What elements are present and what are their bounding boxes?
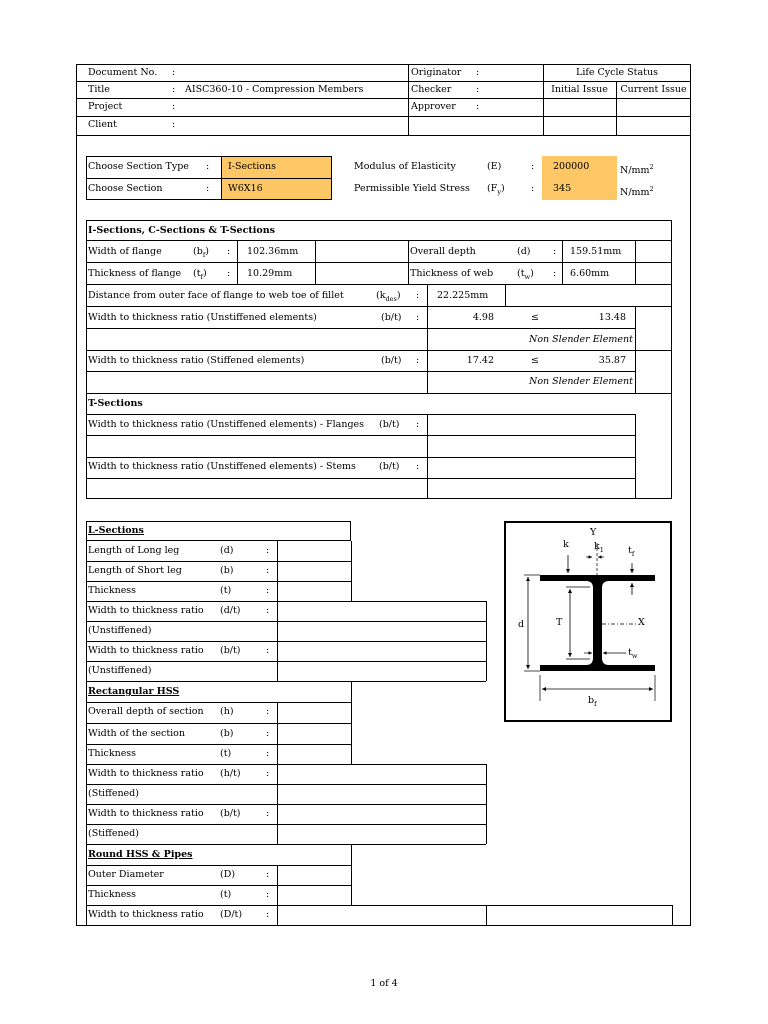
diagram-label-bf: $b_f$: [588, 695, 597, 708]
project-label: Project: [88, 101, 123, 112]
t-stems-label: Width to thickness ratio (Unstiffened elements) - Stems: [88, 461, 356, 472]
i-sections-heading: I-Sections, C-Sections & T-Sections: [88, 225, 275, 236]
colon: :: [266, 645, 270, 656]
short-leg-label: Length of Short leg: [88, 565, 182, 576]
colon: :: [172, 119, 176, 130]
colon: :: [172, 67, 176, 78]
colon: :: [266, 605, 270, 616]
colon: :: [206, 161, 210, 172]
initial-issue-label: Initial Issue: [551, 84, 608, 95]
hss-thickness-symbol: (t): [220, 748, 232, 759]
yield-label: Permissible Yield Stress: [354, 183, 470, 194]
ratio-stiffened-operator: ≤: [531, 355, 539, 366]
i-section-diagram: [504, 521, 672, 722]
overall-depth-label: Overall depth: [410, 246, 476, 257]
l-thickness-label: Thickness: [88, 585, 137, 596]
colon: :: [416, 461, 420, 472]
round-thickness-label: Thickness: [88, 889, 137, 900]
width-flange-symbol: $(b_f)$: [193, 246, 209, 259]
page-number: 1 of 4: [370, 978, 398, 989]
t-stems-symbol: (b/t): [379, 461, 400, 472]
document-no-label: Document No.: [88, 67, 158, 78]
diagram-label-k: k: [563, 539, 569, 550]
ratio-stiffened-limit: 35.87: [598, 355, 626, 366]
ratio-stiffened-value: 17.42: [466, 355, 494, 366]
checker-label: Checker: [411, 84, 452, 95]
title-label: Title: [88, 84, 110, 95]
diagram-label-k1: $k_1$: [594, 541, 604, 554]
diagram-label-d: d: [518, 619, 525, 630]
hss-width-symbol: (b): [220, 728, 234, 739]
long-leg-symbol: (d): [220, 545, 234, 556]
lifecycle-status-label: Life Cycle Status: [576, 67, 658, 78]
overall-depth-value: 159.51mm: [570, 246, 622, 257]
l-ratio-dt-note: (Unstiffened): [88, 625, 152, 636]
colon: :: [266, 748, 270, 759]
ratio-stiffened-result: Non Slender Element: [529, 376, 633, 387]
colon: :: [206, 183, 210, 194]
diagram-label-T: T: [556, 617, 563, 628]
rect-hss-heading: Rectangular HSS: [88, 686, 180, 697]
kdes-value: 22.225mm: [437, 290, 489, 301]
originator-label: Originator: [411, 67, 462, 78]
colon: :: [266, 909, 270, 920]
width-flange-label: Width of flange: [88, 246, 162, 257]
ratio-unstiffened-limit: 13.48: [598, 312, 626, 323]
colon: :: [172, 84, 176, 95]
round-ratio-label: Width to thickness ratio: [88, 909, 204, 920]
colon: :: [266, 565, 270, 576]
colon: :: [553, 246, 557, 257]
l-sections-heading: L-Sections: [88, 525, 144, 536]
client-label: Client: [88, 119, 117, 130]
thick-web-value: 6.60mm: [570, 268, 610, 279]
l-ratio-dt-label: Width to thickness ratio: [88, 605, 204, 616]
kdes-label: Distance from outer face of flange to web toe of fillet: [88, 290, 344, 301]
title-value: AISC360-10 - Compression Members: [185, 84, 364, 95]
thick-web-label: Thickness of web: [410, 268, 494, 279]
colon: :: [416, 419, 420, 430]
colon: :: [227, 246, 231, 257]
colon: :: [476, 84, 480, 95]
colon: :: [266, 889, 270, 900]
long-leg-label: Length of Long leg: [88, 545, 180, 556]
ratio-unstiffened-symbol: (b/t): [381, 312, 402, 323]
hss-depth-symbol: (h): [220, 706, 234, 717]
colon: :: [266, 545, 270, 556]
l-ratio-bt-symbol: (b/t): [220, 645, 241, 656]
ratio-unstiffened-value: 4.98: [472, 312, 494, 323]
t-flanges-label: Width to thickness ratio (Unstiffened elements) - Flanges: [88, 419, 365, 430]
hss-ratio-bt-symbol: (b/t): [220, 808, 241, 819]
thick-flange-label: Thickness of flange: [88, 268, 182, 279]
diagram-label-tw: $t_w$: [628, 647, 638, 660]
l-ratio-dt-symbol: (d/t): [220, 605, 241, 616]
ratio-unstiffened-result: Non Slender Element: [529, 334, 633, 345]
diagram-label-y: Y: [590, 527, 597, 538]
colon: :: [476, 101, 480, 112]
colon: :: [266, 808, 270, 819]
round-hss-heading: Round HSS & Pipes: [88, 849, 193, 860]
t-flanges-symbol: (b/t): [379, 419, 400, 430]
thick-web-symbol: $(t_w)$: [517, 268, 534, 281]
thick-flange-symbol: $(t_f)$: [193, 268, 207, 281]
section-label: Choose Section: [88, 183, 163, 194]
colon: :: [416, 355, 420, 366]
colon: :: [266, 585, 270, 596]
round-thickness-symbol: (t): [220, 889, 232, 900]
colon: :: [227, 268, 231, 279]
short-leg-symbol: (b): [220, 565, 234, 576]
yield-symbol: $(F_y)$: [487, 183, 505, 196]
diagram-label-x: X: [638, 617, 645, 628]
colon: :: [476, 67, 480, 78]
colon: :: [266, 869, 270, 880]
approver-label: Approver: [411, 101, 456, 112]
colon: :: [416, 290, 420, 301]
hss-width-label: Width of the section: [88, 728, 186, 739]
section-type-label: Choose Section Type: [88, 161, 189, 172]
overall-depth-symbol: (d): [517, 246, 531, 257]
l-ratio-bt-label: Width to thickness ratio: [88, 645, 204, 656]
section-type-value: I-Sections: [228, 161, 276, 172]
diagram-label-tf: $t_f$: [628, 545, 635, 558]
ratio-stiffened-symbol: (b/t): [381, 355, 402, 366]
yield-unit: $N/mm^2$: [620, 185, 654, 199]
ratio-unstiffened-operator: ≤: [531, 312, 539, 323]
colon: :: [172, 101, 176, 112]
hss-ratio-ht-symbol: (h/t): [220, 768, 241, 779]
hss-depth-label: Overall depth of section: [88, 706, 204, 717]
l-ratio-bt-note: (Unstiffened): [88, 665, 152, 676]
width-flange-value: 102.36mm: [247, 246, 299, 257]
modulus-value: 200000: [553, 161, 590, 172]
ratio-stiffened-label: Width to thickness ratio (Stiffened elements): [88, 355, 305, 366]
modulus-label: Modulus of Elasticity: [354, 161, 456, 172]
yield-value: 345: [553, 183, 572, 194]
hss-ratio-bt-note: (Stiffened): [88, 828, 139, 839]
section-value: W6X16: [228, 183, 263, 194]
outer-diameter-label: Outer Diameter: [88, 869, 164, 880]
colon: :: [531, 183, 535, 194]
i-beam-drawing: [506, 523, 670, 720]
colon: :: [266, 706, 270, 717]
outer-diameter-symbol: (D): [220, 869, 236, 880]
colon: :: [416, 312, 420, 323]
l-thickness-symbol: (t): [220, 585, 232, 596]
colon: :: [266, 728, 270, 739]
hss-ratio-ht-note: (Stiffened): [88, 788, 139, 799]
hss-thickness-label: Thickness: [88, 748, 137, 759]
colon: :: [266, 768, 270, 779]
hss-ratio-bt-label: Width to thickness ratio: [88, 808, 204, 819]
round-ratio-symbol: (D/t): [220, 909, 243, 920]
kdes-symbol: $(k_{des})$: [376, 290, 401, 303]
ratio-unstiffened-label: Width to thickness ratio (Unstiffened elements): [88, 312, 317, 323]
t-sections-heading: T-Sections: [88, 398, 143, 409]
thick-flange-value: 10.29mm: [247, 268, 293, 279]
modulus-unit: $N/mm^2$: [620, 163, 654, 177]
modulus-symbol: (E): [487, 161, 502, 172]
colon: :: [531, 161, 535, 172]
colon: :: [553, 268, 557, 279]
current-issue-label: Current Issue: [620, 84, 687, 95]
hss-ratio-ht-label: Width to thickness ratio: [88, 768, 204, 779]
